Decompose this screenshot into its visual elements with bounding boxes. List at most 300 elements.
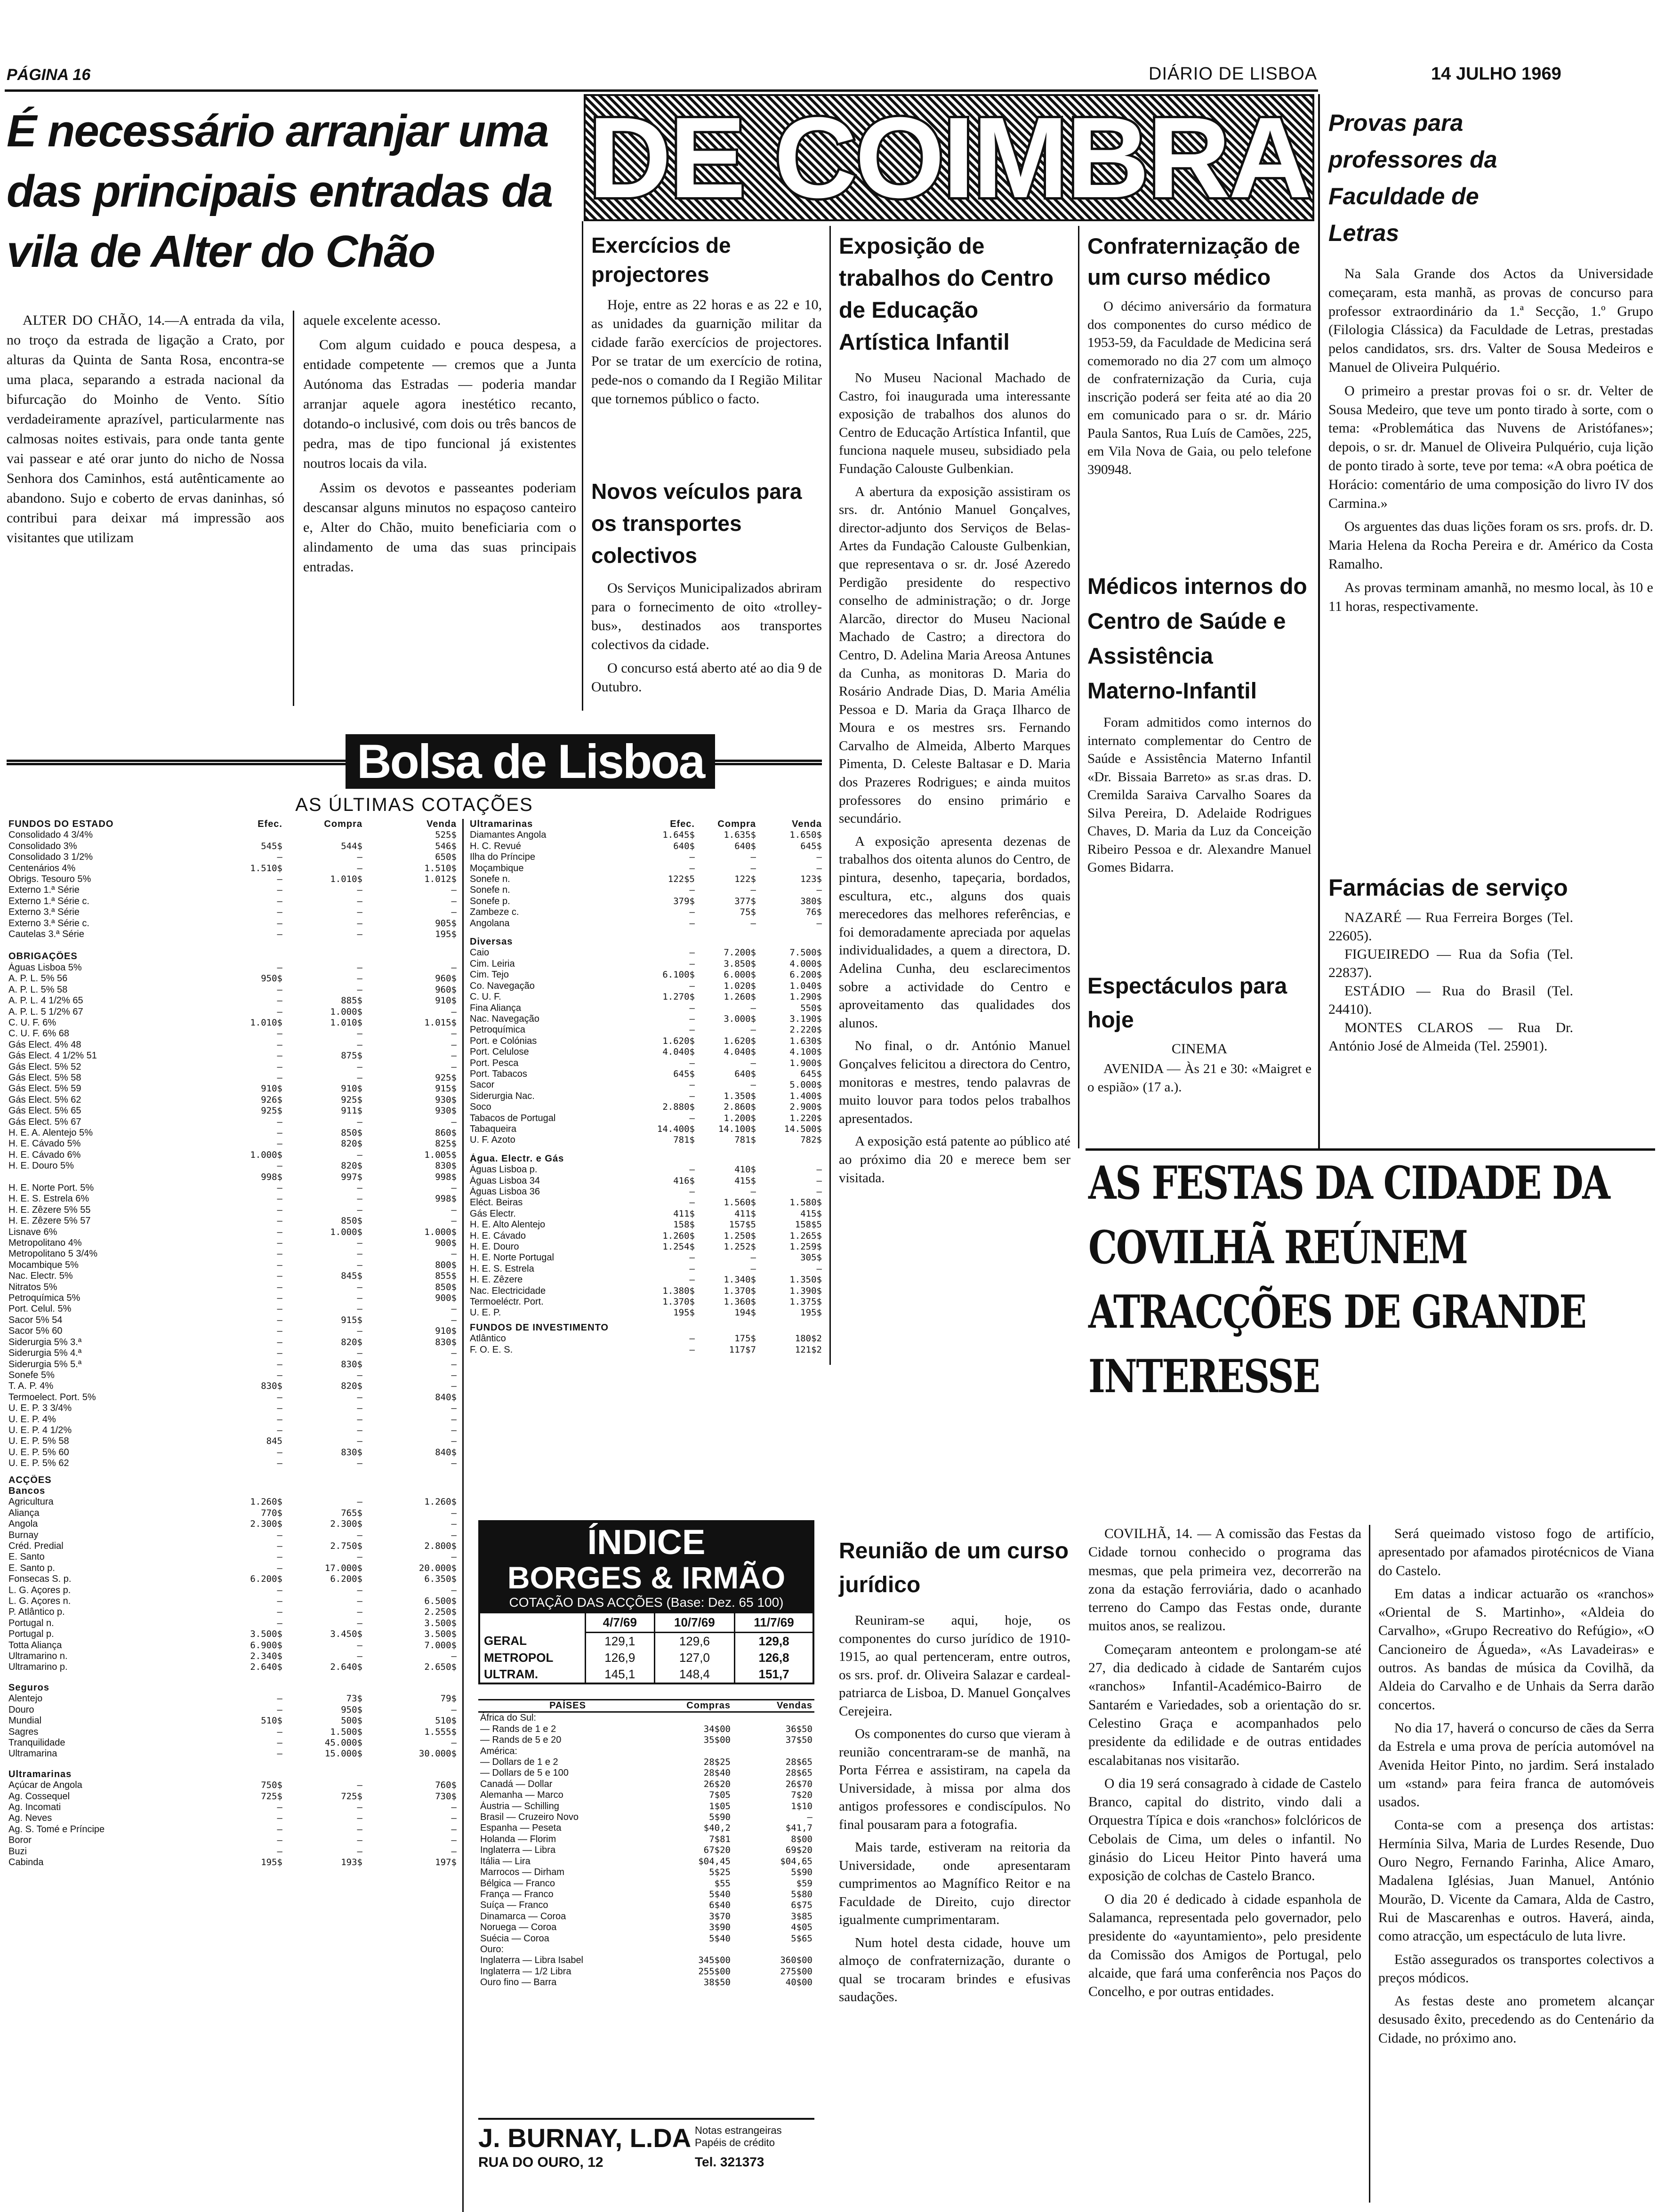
diversa-value: 1.620$ xyxy=(662,1035,695,1046)
covilha-para-1: COVILHÃ, 14. — A comissão das Festas da Cidade tornou conhecido o programa das mesmas, que pela primeira vez, decorrerão na zona da estação ferroviária, dado o acanhado terreno do Campo das Festas onde, durante muitos anos, se realizou. xyxy=(1088,1526,1361,1634)
agua-value: 158$5 xyxy=(795,1219,822,1230)
ouro-row xyxy=(478,1955,814,1966)
ultra-co-value: — xyxy=(451,1813,457,1824)
obrigacao-value: 925$ xyxy=(341,1094,362,1105)
banco-row xyxy=(7,1585,458,1596)
diversa-value: 4.100$ xyxy=(789,1047,822,1058)
cambio-row xyxy=(478,1834,814,1845)
africa-header: África do Sul: xyxy=(480,1713,536,1723)
ultra-co-value: — xyxy=(357,1835,362,1846)
obrigacao-value: — xyxy=(357,973,362,984)
ultramarina-value: — xyxy=(750,918,756,929)
fundo-value: — xyxy=(357,929,362,940)
obrigacao-name: Águas Lisboa 5% xyxy=(8,962,82,973)
compras-header: Compras xyxy=(686,1700,731,1711)
obrigacao-name: A. P. L. 4 1/2% 65 xyxy=(8,995,83,1006)
cambio-name: Áustria — Schilling xyxy=(480,1801,559,1811)
seguro-value: 73$ xyxy=(346,1693,362,1704)
agua-value: — xyxy=(750,1186,756,1197)
obrigacao-name: U. E. P. 5% 62 xyxy=(8,1458,69,1469)
obrigacao-name: Petroquímica 5% xyxy=(8,1293,80,1304)
seguro-value: 1.500$ xyxy=(330,1726,362,1737)
obrigacao-value: — xyxy=(277,962,282,973)
fundo-name: Consolidado 3 1/2% xyxy=(8,852,93,863)
fundo-value: 650$ xyxy=(435,852,457,863)
seguro-name: Tranquilidade xyxy=(8,1737,65,1748)
obrigacao-name: T. A. P. 4% xyxy=(8,1381,54,1392)
banco-value: 6.200$ xyxy=(330,1574,362,1585)
agua-value: — xyxy=(689,1252,695,1263)
ultramarina-value: — xyxy=(689,863,695,874)
newspaper-name: DIÁRIO DE LISBOA xyxy=(1149,64,1318,84)
obrigacao-value: — xyxy=(277,1271,282,1282)
agua-value: 1.250$ xyxy=(724,1230,756,1241)
cambio-value: 34$00 xyxy=(703,1723,731,1734)
ultramarina-row xyxy=(468,896,824,907)
diversa-row xyxy=(468,1135,824,1146)
diversa-value: — xyxy=(689,958,695,969)
confrat-body: O décimo aniversário da formatura dos componentes do curso médico de 1953-59, da Faculdade de Medicina será comemorado no dia 27 com um almoço de confraternização da Curia, cuja inscrição poderá ser feita até ao dia 20 em comunicado para o sr. dr. Mário Paula Santos, Rua Luís de Camões, 225, em Vila Nova de Gaia, ou pelo telefone 390948. xyxy=(1087,299,1311,477)
cambio-name: Suíça — Franco xyxy=(480,1900,548,1911)
alter-para-3: Com algum cuidado e pouca despesa, a entidade competente — cremos que a Junta Autónoma das Estradas — poderia mandar arranjar aquele agora inestético recanto, dotando-o inclusivé, com dois ou três bancos de pedra, mas de tipo funcional já existentes noutros locais da vila. xyxy=(303,337,576,471)
fundo-inv-value: — xyxy=(689,1333,695,1344)
agua-value: 1.580$ xyxy=(789,1197,822,1208)
obrigacao-value: 926$ xyxy=(261,1094,282,1105)
cambio-name: Marrocos — Dirham xyxy=(480,1867,564,1878)
medicos-title: Médicos internos do Centro de Saúde e Assistência Materno-Infantil xyxy=(1087,574,1307,704)
cambio-row xyxy=(478,1768,814,1779)
agua-row xyxy=(468,1307,824,1318)
ouro-name: Ouro fino — Barra xyxy=(480,1977,557,1988)
cambio-value: 5$80 xyxy=(791,1889,812,1899)
obrigacao-row xyxy=(7,1161,458,1171)
cambio-value: $59 xyxy=(796,1878,812,1889)
ultra-co-row xyxy=(7,1791,458,1802)
agua-value: — xyxy=(689,1186,695,1197)
obrigacao-row xyxy=(7,1040,458,1050)
diversa-row xyxy=(468,1113,824,1124)
covilha-para-10: As festas deste ano prometem alcançar desusado êxito, precedendo as do Centenário da Cidade, no próximo ano. xyxy=(1378,1994,1654,2046)
obrigacao-name: Nac. Electr. 5% xyxy=(8,1271,73,1282)
banco-value: — xyxy=(357,1607,362,1618)
diversa-row xyxy=(468,1025,824,1035)
cambio-row xyxy=(478,1812,814,1823)
banco-row xyxy=(7,1651,458,1662)
cambio-name: Itália — Lira xyxy=(480,1856,531,1867)
ultramarina-row xyxy=(468,830,824,841)
confrat-article xyxy=(1087,231,1311,483)
obrigacao-row xyxy=(7,1370,458,1381)
agua-header: Água. Electr. e Gás xyxy=(470,1153,564,1164)
ultramarina-value: 123$ xyxy=(800,874,822,885)
seguro-value: — xyxy=(277,1704,282,1715)
obrigacao-value: — xyxy=(277,1039,282,1050)
obrigacao-value: 885$ xyxy=(341,995,362,1006)
obrigacao-value: — xyxy=(357,1028,362,1039)
espectaculos-body: AVENIDA — Às 21 e 30: «Maigret e o espião» (17 a.). xyxy=(1087,1061,1311,1095)
fundo-row xyxy=(7,874,458,885)
cambio-value: $04,65 xyxy=(780,1856,812,1867)
obrigacao-value: 1.005$ xyxy=(424,1149,457,1160)
cambio-value: 5$40 xyxy=(709,1933,731,1944)
ultramarina-value: — xyxy=(689,852,695,863)
obrigacao-value: 875$ xyxy=(341,1050,362,1061)
ultramarina-value: 75$ xyxy=(740,907,756,918)
banco-value: — xyxy=(277,1618,282,1628)
obrigacao-value: — xyxy=(451,1370,457,1380)
banco-name: Burnay xyxy=(8,1530,39,1540)
fundo-value: — xyxy=(357,852,362,863)
seguro-value: 45.000$ xyxy=(324,1737,362,1748)
cambio-value: 5$40 xyxy=(709,1889,731,1899)
covilha-col-rule xyxy=(1369,1525,1370,2203)
banco-value: — xyxy=(357,1585,362,1595)
diversa-value: 2.860$ xyxy=(724,1102,756,1113)
diversa-name: Caio xyxy=(470,947,490,958)
obrigacao-value: 850$ xyxy=(435,1282,457,1292)
obrigacao-row xyxy=(7,1348,458,1359)
diversa-value: 781$ xyxy=(734,1135,756,1146)
obrigacoes-header: OBRIGAÇÕES xyxy=(8,951,78,962)
ultramarinas-table xyxy=(468,819,824,1355)
obrigacao-row xyxy=(7,1028,458,1039)
indice-value: 129,8 xyxy=(758,1634,789,1648)
obrigacao-row xyxy=(7,1271,458,1282)
agua-value: 1.380$ xyxy=(662,1285,695,1296)
seguro-name: Ultramarina xyxy=(8,1748,57,1759)
obrigacao-value: 960$ xyxy=(435,973,457,984)
obrigacao-value: — xyxy=(277,1458,282,1469)
fundo-value: — xyxy=(277,885,282,896)
obrigacao-value: — xyxy=(357,1204,362,1215)
obrigacao-value: — xyxy=(277,1050,282,1061)
ultramarina-value: 380$ xyxy=(800,896,822,906)
obrigacao-name: Mocambique 5% xyxy=(8,1259,79,1270)
diversa-value: 14.100$ xyxy=(718,1123,756,1134)
obrigacao-value: — xyxy=(277,1348,282,1359)
banco-value: — xyxy=(451,1651,457,1662)
obrigacao-row xyxy=(7,1007,458,1018)
ultra-co-value: 197$ xyxy=(435,1857,457,1867)
covilha-para-3: O dia 19 será consagrado à cidade de Castelo Branco, capital do distrito, vindo dali a Orquestra Típica e dois «ranchos» folclóricos de Cebolais de Cima, um deles o infantil. No ginásio do Liceu Heitor Pinto haverá uma exposição de colchas de Castelo Branco. xyxy=(1088,1776,1361,1884)
seguro-value: 15.000$ xyxy=(324,1748,362,1759)
obrigacao-value: — xyxy=(277,984,282,995)
banco-value: 6.200$ xyxy=(250,1574,282,1585)
obrigacao-value: 998$ xyxy=(261,1171,282,1182)
obrigacao-name: Gás Elect. 5% 58 xyxy=(8,1072,81,1083)
agua-value: 1.260$ xyxy=(662,1230,695,1241)
ouro-row xyxy=(478,1977,814,1988)
indice-date: 10/7/69 xyxy=(654,1613,734,1633)
obrigacao-name: U. E. P. 4% xyxy=(8,1414,56,1425)
reuniao-para-3: Mais tarde, estiveram na reitoria da Universidade, onde apresentaram cumprimentos ao Magnífico Reitor e na Faculdade de Direito, cujo director igualmente cumprimentaram. xyxy=(839,1840,1070,1927)
ultramarina-name: H. C. Revué xyxy=(470,841,521,851)
indice-row xyxy=(480,1633,812,1650)
bancos-header: Bancos xyxy=(8,1485,46,1496)
obrigacao-value: 930$ xyxy=(435,1106,457,1116)
col-rule-a xyxy=(582,221,583,711)
banco-name: Totta Aliança xyxy=(8,1640,62,1651)
obrigacao-value: — xyxy=(357,1282,362,1292)
agua-value: 415$ xyxy=(800,1208,822,1219)
venda-header: Venda xyxy=(426,819,457,829)
diversa-value: — xyxy=(689,1113,695,1123)
header-rule xyxy=(5,89,1318,92)
obrigacao-value: — xyxy=(357,1039,362,1050)
diversa-name: Tabaqueira xyxy=(470,1123,516,1134)
espectaculos-title: Espectáculos para hoje xyxy=(1087,974,1287,1033)
col-rule-b xyxy=(829,226,831,1365)
diversa-value: 4.000$ xyxy=(789,958,822,969)
obrigacao-row xyxy=(7,1117,458,1128)
ultra-co-value: — xyxy=(357,1802,362,1812)
obrigacao-value: — xyxy=(451,1314,457,1325)
obrigacao-value: 830$ xyxy=(435,1337,457,1347)
obrigacao-value: 900$ xyxy=(435,1238,457,1249)
fundo-value: 1.510$ xyxy=(250,863,282,874)
banco-row xyxy=(7,1596,458,1607)
ultramarina-value: 122$5 xyxy=(668,874,695,885)
obrigacao-name: Termoelect. Port. 5% xyxy=(8,1392,96,1403)
provas-title: Provas para professores da Faculdade de Letras xyxy=(1328,110,1497,246)
ultra-co-row xyxy=(7,1824,458,1835)
diversa-name: Soco xyxy=(470,1102,491,1113)
agua-name: H. E. Zêzere xyxy=(470,1274,523,1285)
obrigacao-name: Gás Elect. 4 1/2% 51 xyxy=(8,1050,97,1061)
obrigacao-name: Sacor 5% 60 xyxy=(8,1326,63,1337)
page-number: PÁGINA 16 xyxy=(7,66,91,84)
fundo-value: 1.012$ xyxy=(424,874,457,885)
farmacias-title: Farmácias de serviço xyxy=(1328,874,1568,901)
seguro-row xyxy=(7,1705,458,1715)
covilha-para-9: Estão assegurados os transportes colectivos a preços módicos. xyxy=(1378,1952,1654,1986)
obrigacao-row xyxy=(7,1172,458,1183)
agua-row xyxy=(468,1274,824,1285)
obrigacao-value: — xyxy=(357,1259,362,1270)
obrigacao-row xyxy=(7,1447,458,1458)
ultra-co-value: 195$ xyxy=(261,1857,282,1867)
banco-value: — xyxy=(357,1640,362,1651)
obrigacao-value: — xyxy=(451,1050,457,1061)
fundo-value: 525$ xyxy=(435,830,457,841)
ultra-co-row xyxy=(7,1857,458,1868)
diversa-row xyxy=(468,992,824,1002)
cambio-value: 7$81 xyxy=(709,1834,731,1844)
indice-line-3: COTAÇÃO DAS ACÇÕES (Base: Dez. 65 100) xyxy=(509,1595,784,1610)
diversa-value: 550$ xyxy=(800,1002,822,1013)
fundo-inv-value: 117$7 xyxy=(729,1344,756,1355)
ultra-co-name: Ag. Cossequel xyxy=(8,1791,70,1802)
cambio-value: 26$20 xyxy=(703,1779,731,1789)
banco-name: Créd. Predial xyxy=(8,1541,64,1551)
obrigacao-row xyxy=(7,1083,458,1094)
seguro-value: — xyxy=(277,1726,282,1737)
obrigacao-value: — xyxy=(277,1238,282,1249)
obrigacao-value: 825$ xyxy=(435,1138,457,1149)
ultra-co-value: — xyxy=(451,1802,457,1812)
cambio-row xyxy=(478,1801,814,1812)
seguro-value: — xyxy=(451,1704,457,1715)
banco-name: Aliança xyxy=(8,1507,40,1518)
cambios-table xyxy=(478,1699,814,1988)
accoes-header: ACÇÕES xyxy=(8,1475,52,1485)
fundo-value: — xyxy=(451,907,457,918)
ultra-co-row xyxy=(7,1835,458,1846)
fundo-inv-row xyxy=(468,1333,824,1344)
burnay-tag: Notas estrangeiras Papéis de crédito xyxy=(695,2124,782,2148)
diversa-name: Sacor xyxy=(470,1080,495,1090)
obrigacao-row xyxy=(7,1403,458,1414)
banco-row xyxy=(7,1497,458,1507)
banco-value: 1.260$ xyxy=(250,1497,282,1507)
banco-row xyxy=(7,1618,458,1629)
obrigacao-name: C. U. F. 6% 68 xyxy=(8,1028,69,1039)
diversa-row xyxy=(468,1036,824,1047)
agua-value: 157$5 xyxy=(729,1219,756,1230)
obrigacao-value: — xyxy=(357,984,362,995)
exposicao-title: Exposição de trabalhos do Centro de Educação Artística Infantil xyxy=(839,234,1054,355)
agua-name: H. E. Douro xyxy=(470,1242,519,1252)
obrigacao-row xyxy=(7,1128,458,1138)
fundos-inv-header: FUNDOS DE INVESTIMENTO xyxy=(470,1322,609,1333)
obrigacao-row xyxy=(7,1216,458,1226)
seguro-value: 950$ xyxy=(341,1704,362,1715)
obrigacao-value: 915$ xyxy=(435,1083,457,1094)
obrigacao-value: — xyxy=(277,1138,282,1149)
ultramarina-value: 640$ xyxy=(673,841,695,851)
ultramarina-row xyxy=(468,863,824,874)
agua-name: Águas Lisboa 34 xyxy=(470,1175,540,1186)
agua-value: 1.265$ xyxy=(789,1230,822,1241)
ultra-co-name: Açúcar de Angola xyxy=(8,1780,82,1791)
obrigacao-row xyxy=(7,1106,458,1116)
compra-header-2: Compra xyxy=(717,819,756,829)
diversa-value: 14.400$ xyxy=(657,1123,695,1134)
ultramarina-value: 379$ xyxy=(673,896,695,906)
agua-value: — xyxy=(689,1197,695,1208)
obrigacao-name: H. E. Norte Port. 5% xyxy=(8,1183,94,1193)
exposicao-para-3: A exposição apresenta dezenas de trabalhos dos oitenta alunos do Centro, de pintura, desenho, tapeçaria, bordados, escultura, etc., alguns dos quais merecedores das melhores referências, e foi demoradamente apreciada por aquelas individualidades, a quem a directora, D. Adelina Cunha, deu esclarecimentos sobre a actividade do Centro e aproveitamento das qualidades dos alunos. xyxy=(839,834,1070,1031)
provas-para-1: Na Sala Grande dos Actos da Universidade começaram, esta manhã, as provas de concurso para professor extraordinário da 1.ª Secção, 1.º Grupo (Filologia Clássica) da Faculdade de Letras, prestadas pelos candidatos, srs. drs. Valter de Sousa Medeiros e Manuel de Oliveira Pulquério. xyxy=(1328,266,1653,375)
agua-value: 411$ xyxy=(734,1208,756,1219)
indice-value: 126,9 xyxy=(586,1650,655,1666)
obrigacao-value: 855$ xyxy=(435,1271,457,1282)
obrigacao-value: — xyxy=(277,1216,282,1226)
agua-value: 410$ xyxy=(734,1164,756,1175)
veiculos-para-2: O concurso está aberto até ao dia 9 de Outubro. xyxy=(591,660,822,695)
agua-value: 1.340$ xyxy=(724,1274,756,1285)
cambio-row xyxy=(478,1724,814,1735)
agua-value: — xyxy=(816,1164,822,1175)
obrigacao-name: Gás Elect. 5% 67 xyxy=(8,1116,81,1127)
obrigacao-row xyxy=(7,1326,458,1337)
fundo-value: 195$ xyxy=(435,929,457,940)
seguro-row xyxy=(7,1727,458,1738)
cambio-value: 69$20 xyxy=(785,1845,812,1856)
banco-row xyxy=(7,1629,458,1640)
fundo-name: Obrigs. Tesouro 5% xyxy=(8,874,91,885)
farmacias-article xyxy=(1328,871,1573,1055)
banco-value: — xyxy=(451,1552,457,1563)
banco-value: — xyxy=(451,1530,457,1540)
covilha-para-2: Começaram anteontem e prolongam-se até 27, dia dedicado à cidade de Santarém cujos «ranchos» Infantil-Académico-Bairro de Santarém e Variedades, sob a orientação do sr. Celestino Graça e acompanhados pelo presidente da edilidade e de outras entidades escalabitanas nos visitarão. xyxy=(1088,1642,1361,1768)
fundo-row xyxy=(7,885,458,896)
obrigacao-value: — xyxy=(357,1194,362,1204)
obrigacao-name: Siderurgia 5% 5.ª xyxy=(8,1359,82,1370)
obrigacao-name: Gás Elect. 5% 59 xyxy=(8,1083,81,1094)
cambio-name: Canadá — Dollar xyxy=(480,1779,553,1789)
ultramarina-value: — xyxy=(689,885,695,896)
covilha-headline: AS FESTAS DA CIDADE DA COVILHÃ REÚNEM ATRACÇÕES DE GRANDE INTERESSE xyxy=(1088,1156,1609,1403)
banco-row xyxy=(7,1574,458,1585)
fundo-value: 546$ xyxy=(435,841,457,851)
fundo-inv-value: 180$2 xyxy=(795,1333,822,1344)
obrigacao-name: H. E. Douro 5% xyxy=(8,1161,74,1171)
ultramarina-value: 640$ xyxy=(734,841,756,851)
fundo-value: — xyxy=(277,852,282,863)
fundo-inv-row xyxy=(468,1345,824,1355)
cambio-row xyxy=(478,1790,814,1801)
burnay-name: J. BURNAY, L.DA xyxy=(478,2123,692,2153)
obrigacao-value: 960$ xyxy=(435,984,457,995)
agua-value: 415$ xyxy=(734,1175,756,1186)
banco-value: — xyxy=(277,1607,282,1618)
ultra-co-value: 730$ xyxy=(435,1791,457,1802)
banco-value: — xyxy=(357,1497,362,1507)
cambio-row xyxy=(478,1779,814,1790)
diversa-name: Fina Aliança xyxy=(470,1002,521,1013)
agua-value: — xyxy=(816,1186,822,1197)
banco-row xyxy=(7,1607,458,1618)
cambio-name: França — Franco xyxy=(480,1889,554,1899)
obrigacao-value: 820$ xyxy=(341,1138,362,1149)
seguro-value: 500$ xyxy=(341,1715,362,1726)
agua-value: — xyxy=(750,1263,756,1274)
banco-value: — xyxy=(277,1541,282,1551)
agua-name: Eléct. Beiras xyxy=(470,1197,523,1208)
obrigacao-value: 911$ xyxy=(341,1106,362,1116)
seguro-value: — xyxy=(277,1748,282,1759)
ultramarina-value: — xyxy=(750,852,756,863)
exercicios-article xyxy=(591,231,822,413)
agua-row xyxy=(468,1242,824,1252)
ouro-value: 275$00 xyxy=(780,1966,812,1977)
obrigacao-row xyxy=(7,1138,458,1149)
seguro-row xyxy=(7,1748,458,1759)
obrigacao-value: — xyxy=(357,1436,362,1447)
agua-row xyxy=(468,1186,824,1197)
ultramarina-value: — xyxy=(689,907,695,918)
fundo-value: — xyxy=(277,918,282,929)
diversa-value: 3.850$ xyxy=(724,958,756,969)
ultramarina-value: — xyxy=(750,863,756,874)
obrigacao-value: — xyxy=(451,1458,457,1469)
obrigacao-value: — xyxy=(277,1226,282,1237)
provas-para-4: As provas terminam amanhã, no mesmo local, às 10 e 11 horas, respectivamente. xyxy=(1328,579,1653,614)
cambio-value: 67$20 xyxy=(703,1845,731,1856)
compra-header: Compra xyxy=(324,819,362,829)
cambio-row xyxy=(478,1911,814,1922)
diversa-name: C. U. F. xyxy=(470,992,501,1002)
diversa-value: 6.100$ xyxy=(662,970,695,980)
seguro-name: Alentejo xyxy=(8,1693,43,1704)
covilha-para-7: No dia 17, haverá o concurso de cães da Serra da Estrela e uma prova de perícia automóvel na Avenida Heitor Pinto, no jardim. Será instalado um «stand» para feira franca de automóveis usados. xyxy=(1378,1720,1654,1810)
obrigacao-name: Gás Elect. 5% 52 xyxy=(8,1061,81,1072)
obrigacao-value: — xyxy=(451,1403,457,1414)
obrigacao-value: 820$ xyxy=(341,1337,362,1347)
agua-value: 195$ xyxy=(800,1307,822,1318)
agua-value: — xyxy=(750,1252,756,1263)
